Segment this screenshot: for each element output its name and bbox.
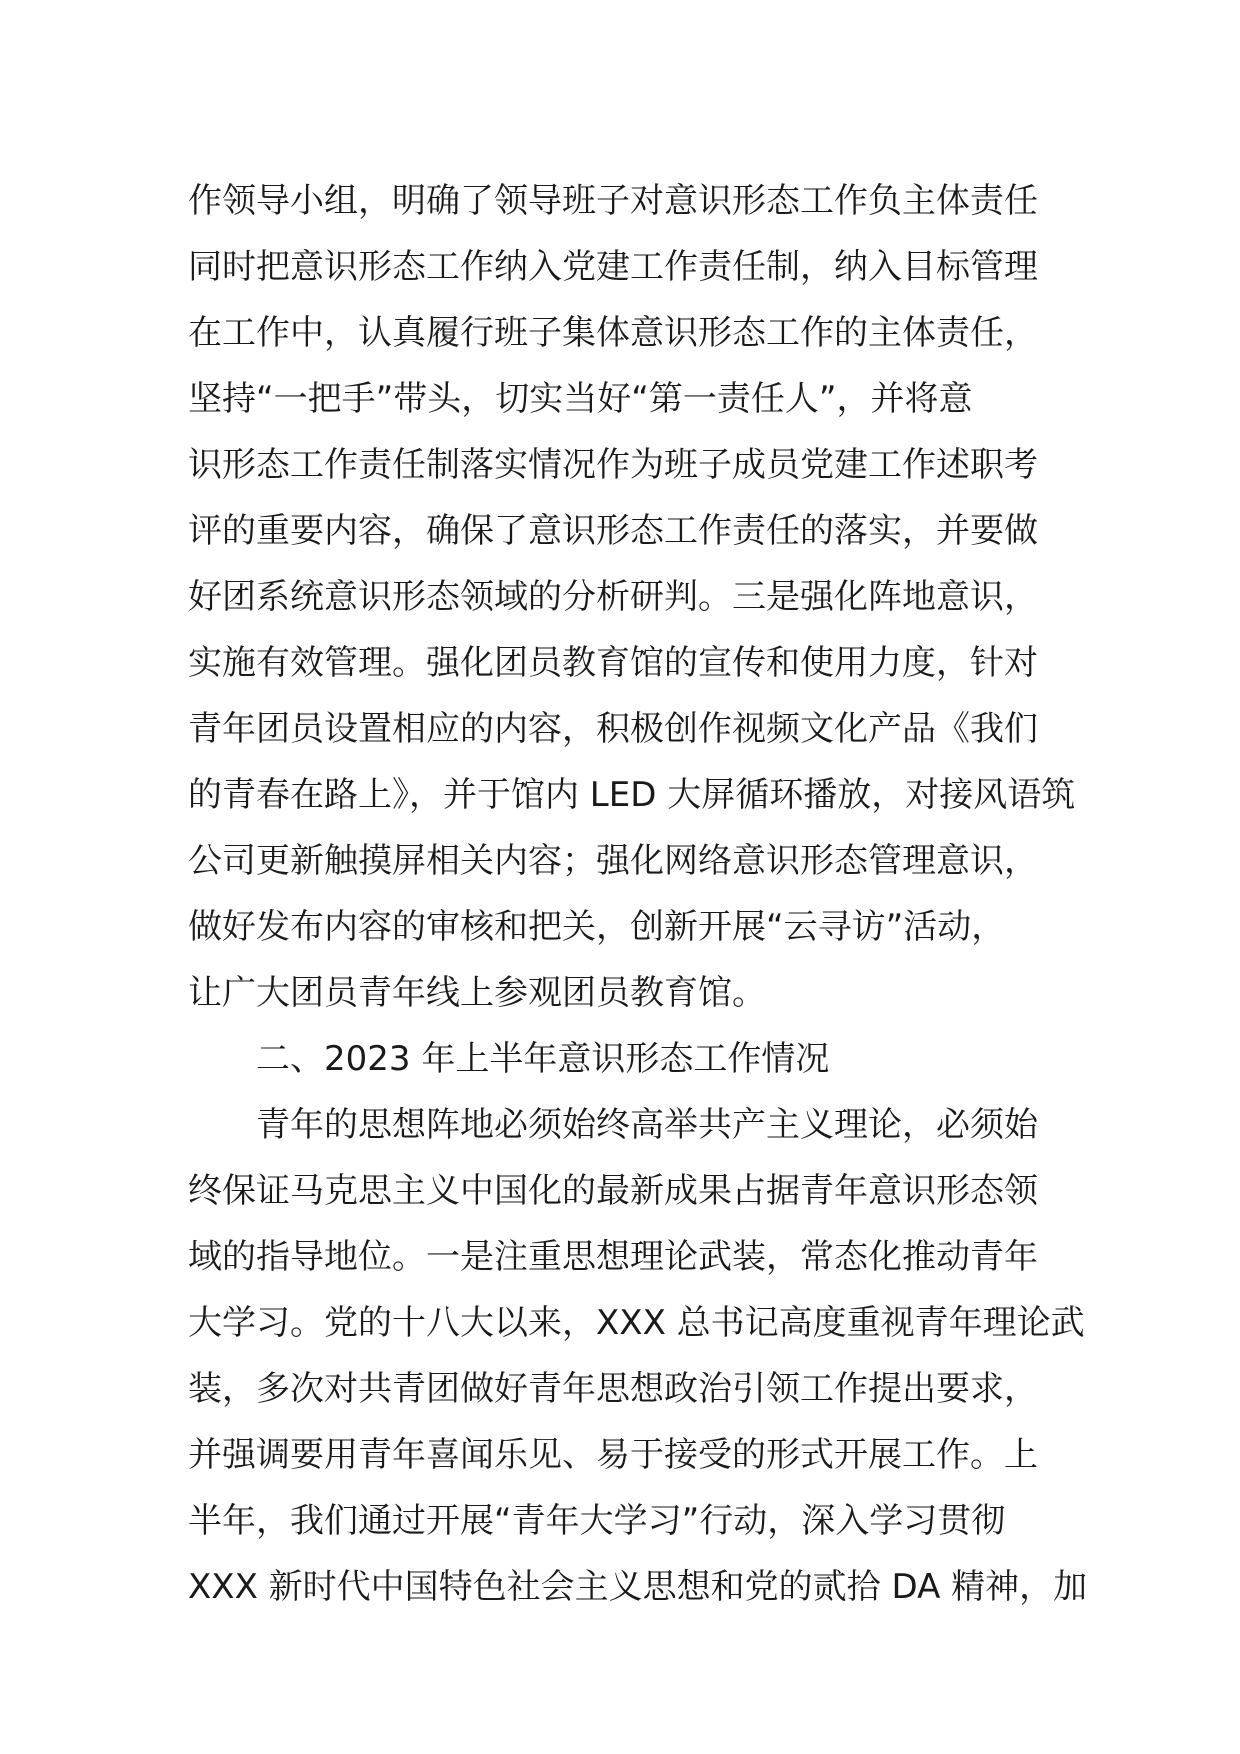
text-line: 的青春在路上》，并于馆内 LED 大屏循环播放，对接风语筑 bbox=[188, 775, 1076, 815]
document-body bbox=[188, 168, 1088, 1620]
text-line: 好团系统意识形态领域的分析研判。三是强化阵地意识， bbox=[188, 577, 1038, 617]
text-line: 同时把意识形态工作纳入党建工作责任制，纳入目标管理 bbox=[188, 247, 1038, 287]
text-line: 大学习。党的十八大以来，XXX 总书记高度重视青年理论武 bbox=[188, 1303, 1085, 1343]
text-line: 并强调要用青年喜闻乐见、易于接受的形式开展工作。上 bbox=[188, 1435, 1038, 1475]
text-line: 域的指导地位。一是注重思想理论武装，常态化推动青年 bbox=[188, 1237, 1038, 1277]
text-line: 坚持“一把手”带头，切实当好“第一责任人”，并将意 bbox=[188, 379, 973, 419]
section-heading: 二、2023 年上半年意识形态工作情况 bbox=[256, 1039, 830, 1079]
text-line: 装，多次对共青团做好青年思想政治引领工作提出要求， bbox=[188, 1369, 1038, 1409]
text-line: 让广大团员青年线上参观团员教育馆。 bbox=[188, 973, 766, 1013]
text-line: 识形态工作责任制落实情况作为班子成员党建工作述职考 bbox=[188, 445, 1038, 485]
text-line: 做好发布内容的审核和把关，创新开展“云寻访”活动， bbox=[188, 907, 1006, 947]
text-line: 青年的思想阵地必须始终高举共产主义理论，必须始 bbox=[256, 1105, 1038, 1145]
text-line: 半年，我们通过开展“青年大学习”行动，深入学习贯彻 bbox=[188, 1501, 1006, 1541]
text-line: 评的重要内容，确保了意识形态工作责任的落实，并要做 bbox=[188, 511, 1038, 551]
text-line: 实施有效管理。强化团员教育馆的宣传和使用力度，针对 bbox=[188, 643, 1038, 683]
text-line: 在工作中，认真履行班子集体意识形态工作的主体责任， bbox=[188, 313, 1038, 353]
text-line: 青年团员设置相应的内容，积极创作视频文化产品《我们 bbox=[188, 709, 1038, 749]
text-line: XXX 新时代中国特色社会主义思想和党的贰拾 DA 精神，加 bbox=[188, 1567, 1088, 1607]
text-line: 作领导小组，明确了领导班子对意识形态工作负主体责任 bbox=[188, 181, 1038, 221]
text-line: 终保证马克思主义中国化的最新成果占据青年意识形态领 bbox=[188, 1171, 1038, 1211]
text-line: 公司更新触摸屏相关内容；强化网络意识形态管理意识， bbox=[188, 841, 1038, 881]
